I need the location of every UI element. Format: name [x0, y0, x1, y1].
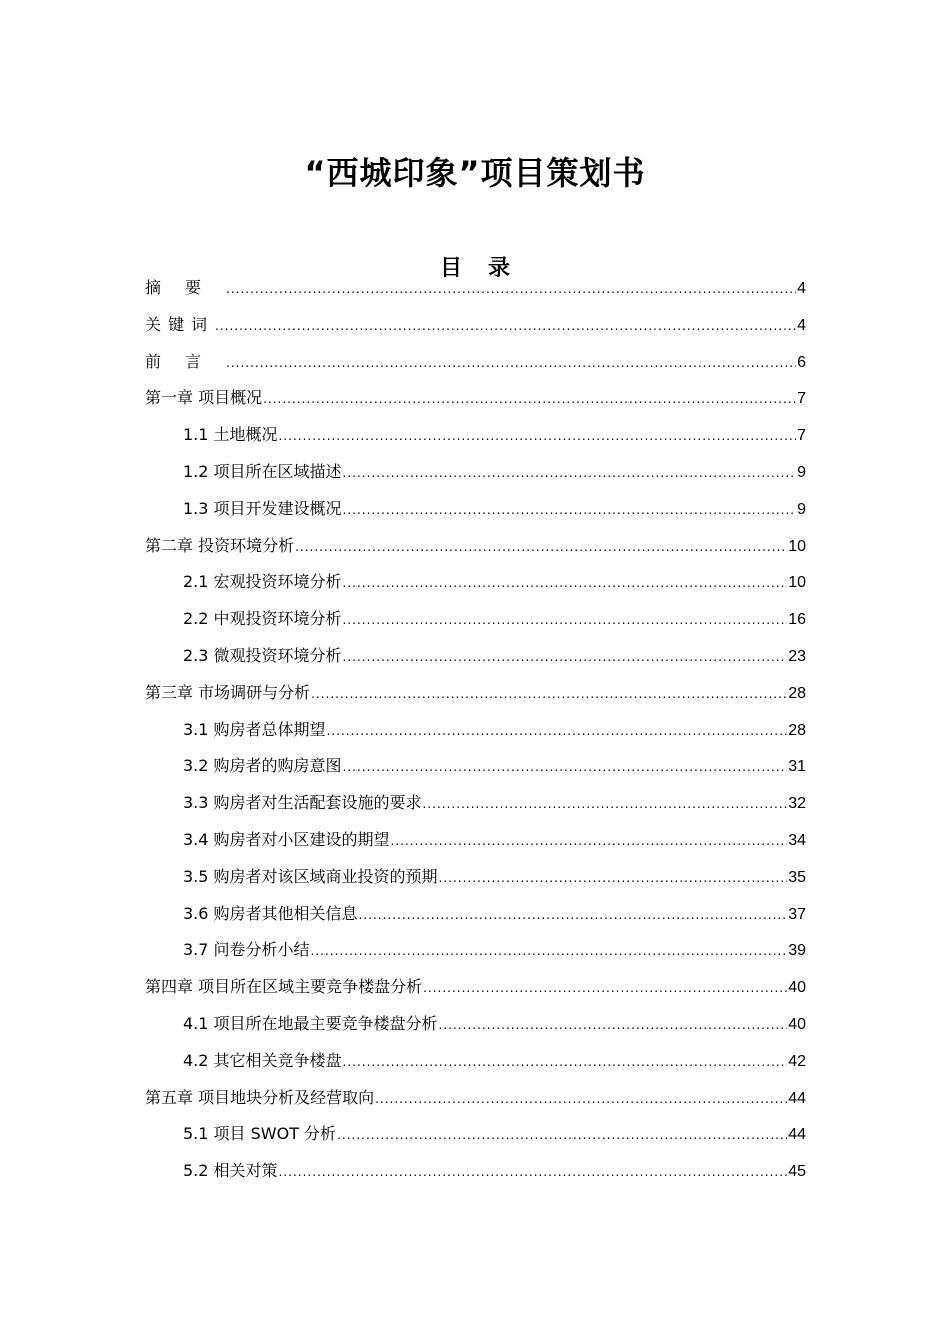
toc-entry[interactable] — [145, 270, 806, 307]
toc-page-number: 10 — [788, 574, 806, 592]
toc-page-number: 35 — [788, 868, 806, 886]
toc-page-number: 28 — [788, 684, 806, 702]
toc-entry-text: 3.7 问卷分析小结 — [183, 940, 310, 960]
dot-leader — [279, 1154, 788, 1191]
toc-entry-text: 5.2 相关对策 — [183, 1161, 278, 1181]
toc-page-number: 6 — [797, 353, 806, 371]
toc-entry-text: 1.1 土地概况 — [183, 425, 278, 445]
dot-leader — [343, 602, 788, 639]
dot-leader — [311, 676, 787, 713]
toc-page-number: 9 — [797, 500, 806, 518]
toc-entry[interactable] — [145, 344, 806, 381]
toc-entry-text: 1.2 项目所在区域描述 — [183, 461, 342, 481]
toc-entry[interactable] — [145, 748, 806, 785]
toc-page-number: 37 — [788, 905, 806, 923]
toc-entry[interactable] — [145, 1043, 806, 1080]
dot-leader — [343, 492, 797, 529]
toc-entry[interactable] — [145, 969, 806, 1006]
toc-page-number: 34 — [788, 831, 806, 849]
toc-entry[interactable] — [145, 785, 806, 822]
toc-entry[interactable] — [145, 601, 806, 638]
toc-entry[interactable] — [145, 528, 806, 565]
toc-entry[interactable] — [145, 564, 806, 601]
toc-entry[interactable] — [145, 712, 806, 749]
toc-entry-text: 3.5 购房者对该区域商业投资的预期 — [183, 866, 438, 886]
toc-entry-text: 3.6 购房者其他相关信息 — [183, 903, 358, 923]
toc-entry-text: 3.3 购房者对生活配套设施的要求 — [183, 793, 422, 813]
toc-page-number: 32 — [788, 795, 806, 813]
toc-entry[interactable] — [145, 896, 806, 933]
toc-entry-text: 第三章 市场调研与分析 — [145, 682, 311, 702]
toc-entry-text: 2.3 微观投资环境分析 — [183, 645, 342, 665]
toc-entry[interactable] — [145, 1116, 806, 1153]
dot-leader — [439, 860, 788, 897]
toc-entry-text: 第四章 项目所在区域主要竞争楼盘分析 — [145, 977, 423, 997]
toc-page-number: 40 — [788, 979, 806, 997]
dot-leader — [359, 897, 788, 934]
toc-page-number: 44 — [788, 1126, 806, 1144]
dot-leader — [343, 749, 788, 786]
toc-entry[interactable] — [145, 491, 806, 528]
dot-leader — [226, 345, 796, 382]
toc-entry[interactable] — [145, 417, 806, 454]
toc-entry-text: 第五章 项目地块分析及经营取向 — [145, 1087, 375, 1107]
toc-page-number: 31 — [788, 758, 806, 776]
toc-page-number: 42 — [788, 1052, 806, 1070]
toc-entry[interactable] — [145, 638, 806, 675]
toc-page-number: 16 — [788, 611, 806, 629]
dot-leader — [423, 970, 787, 1007]
dot-leader — [375, 1081, 787, 1118]
toc-entry[interactable] — [145, 454, 806, 491]
toc-entry-text: 第一章 项目概况 — [145, 388, 263, 408]
toc-page-number: 10 — [788, 537, 806, 555]
toc-page-number: 7 — [797, 427, 806, 445]
toc-entry[interactable] — [145, 380, 806, 417]
toc-entry-text: 2.2 中观投资环境分析 — [183, 609, 342, 629]
toc-heading: 目录 — [439, 256, 536, 282]
dot-leader — [423, 786, 788, 823]
dot-leader — [343, 565, 788, 602]
document-title: “西城印象”项目策划书 — [304, 154, 646, 193]
dot-leader — [295, 529, 787, 566]
toc-page-number: 28 — [788, 721, 806, 739]
toc-entry-text: 5.1 项目 SWOT 分析 — [183, 1124, 337, 1144]
dot-leader — [343, 455, 797, 492]
toc-page-number: 40 — [788, 1015, 806, 1033]
toc-entry-text: 4.1 项目所在地最主要竞争楼盘分析 — [183, 1013, 438, 1033]
toc-page-number: 23 — [788, 647, 806, 665]
toc-entry[interactable] — [145, 1006, 806, 1043]
toc-entry-text: 1.3 项目开发建设概况 — [183, 498, 342, 518]
toc-page-number: 39 — [788, 942, 806, 960]
toc-page-number: 4 — [797, 280, 806, 297]
dot-leader — [263, 381, 796, 418]
toc-page-number: 4 — [797, 316, 806, 334]
toc-entry-text: 关键词 — [145, 314, 215, 334]
toc-entry[interactable] — [145, 859, 806, 896]
toc-page-number: 45 — [788, 1163, 806, 1181]
dot-leader — [215, 308, 796, 345]
toc-entry-text: 2.1 宏观投资环境分析 — [183, 572, 342, 592]
dot-leader — [391, 823, 788, 860]
toc-entry-text: 第二章 投资环境分析 — [145, 535, 295, 555]
table-of-contents — [145, 270, 806, 1190]
dot-leader — [311, 933, 788, 970]
toc-page-number: 7 — [797, 390, 806, 408]
dot-leader — [327, 713, 788, 750]
toc-entry[interactable] — [145, 1153, 806, 1190]
toc-entry[interactable] — [145, 822, 806, 859]
toc-entry[interactable] — [145, 932, 806, 969]
toc-entry[interactable] — [145, 1080, 806, 1117]
dot-leader — [226, 271, 796, 308]
toc-entry-text: 4.2 其它相关竞争楼盘 — [183, 1050, 342, 1070]
dot-leader — [343, 1044, 788, 1081]
toc-entry-text: 3.2 购房者的购房意图 — [183, 756, 342, 776]
dot-leader — [279, 418, 797, 455]
dot-leader — [439, 1007, 788, 1044]
toc-entry-text: 3.4 购房者对小区建设的期望 — [183, 829, 390, 849]
toc-entry[interactable] — [145, 307, 806, 344]
toc-entry[interactable] — [145, 675, 806, 712]
toc-page-number: 44 — [788, 1089, 806, 1107]
toc-entry-text: 摘要 — [145, 278, 226, 297]
toc-page-number: 9 — [797, 463, 806, 481]
toc-entry-text: 前言 — [145, 351, 226, 371]
dot-leader — [337, 1117, 787, 1154]
toc-entry-text: 3.1 购房者总体期望 — [183, 719, 326, 739]
dot-leader — [343, 639, 788, 676]
